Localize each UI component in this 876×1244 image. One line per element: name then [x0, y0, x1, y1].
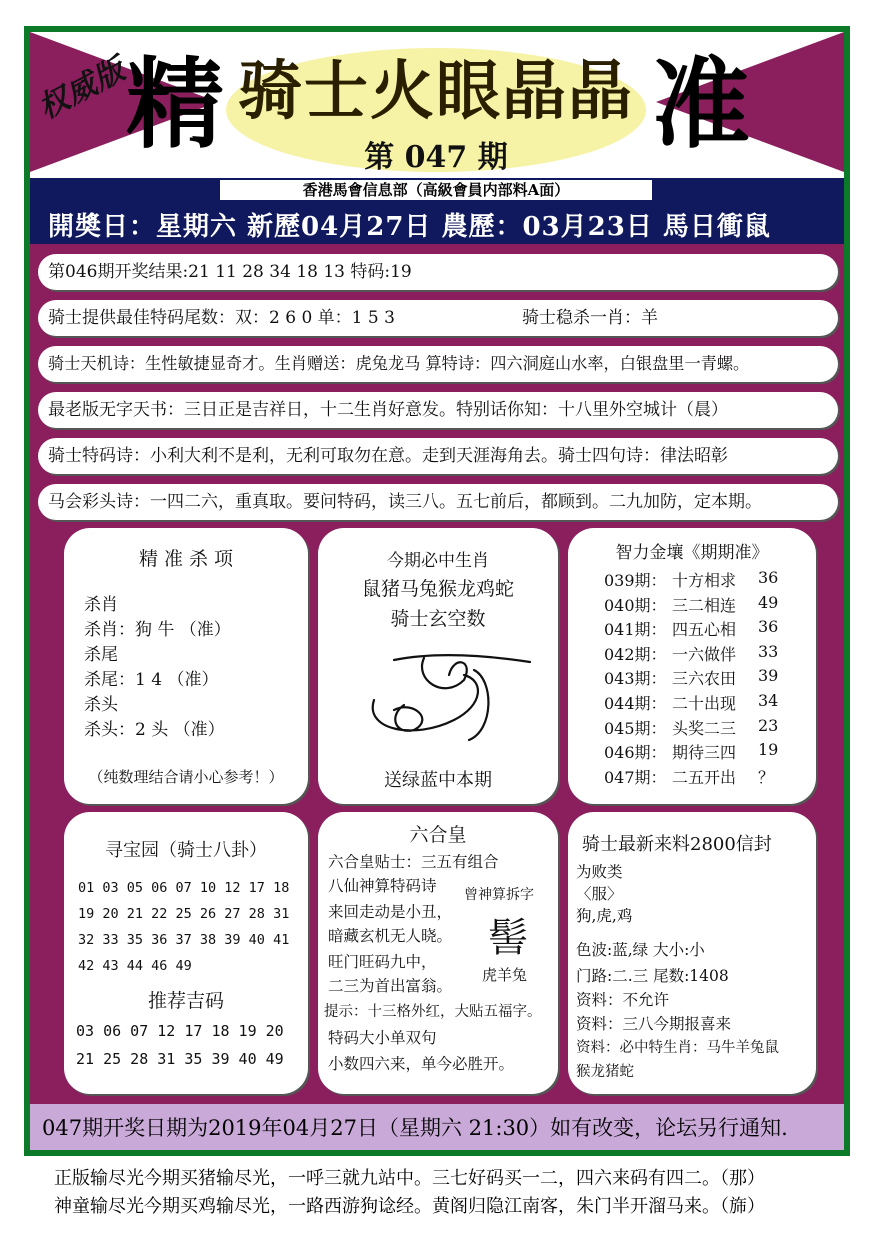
letters-line: 为败类: [576, 863, 623, 881]
history-text: 四五心相: [672, 620, 737, 640]
liuhe-line: 来回走动是小丑，: [328, 903, 453, 921]
draw-date-line: 開奬日：星期六 新歷04月27日 農歷：03月23日 馬日衝鼠: [48, 212, 771, 242]
liuhe-hint: 提示：十三格外红，大贴五福字。: [324, 1004, 542, 1020]
history-issue: 040期：: [604, 595, 667, 615]
history-title: 智力金壤《期期准》: [615, 543, 769, 563]
signature-scribble: [354, 640, 534, 760]
liuhe-line: 八仙神算特码诗: [328, 877, 437, 895]
history-issue: 044期：: [604, 694, 667, 713]
letters-title: 骑士最新来料2800信封: [582, 834, 772, 855]
letters-line: 狗,虎,鸡: [576, 907, 633, 925]
treasure-grid-row: 19 20 21 22 25 26 27 28 31: [78, 906, 290, 922]
zodiac-subtitle: 骑士玄空数: [390, 608, 486, 630]
history-text: 三二相连: [672, 595, 737, 615]
history-number: 49: [758, 592, 779, 612]
history-number: 36: [758, 617, 779, 637]
kill-line: 杀肖: [84, 595, 118, 615]
history-number: 33: [758, 641, 779, 661]
history-issue: 043期：: [604, 669, 667, 689]
kill-note: （纯数理结合请小心参考！）: [88, 768, 284, 786]
bottom-verse-2: 神童输尽光今期买鸡输尽光，一路西游狗谂经。黄阁归隐江南客，朱门半开溜马来。（旆）: [54, 1196, 765, 1217]
kill-panel-title: 精 准 杀 项: [138, 548, 234, 570]
zodiac-bottom: 送绿蓝中本期: [384, 770, 492, 791]
authority-badge: 权威版: [32, 51, 132, 127]
chaizi-title: 曾神算拆字: [464, 887, 534, 903]
zodiac-panel: [318, 528, 558, 804]
history-text: 期待三四: [672, 743, 737, 763]
treasure-grid-row: 32 33 35 36 37 38 39 40 41: [78, 932, 290, 948]
liuhe-line: 六合皇贴士：三五有组合: [328, 853, 499, 871]
draw-notice: 047期开奖日期为2019年04月27日（星期六 21:30）如有改变，论坛另行通知.: [42, 1116, 788, 1140]
tianji-row: 骑士天机诗：生性敏捷显奇才。生肖赠送：虎兔龙马 算特诗：四六洞庭山水率，白银盘里一青螺。: [38, 346, 838, 382]
chaizi-char: 髻: [488, 915, 528, 961]
kill-panel: [64, 528, 308, 804]
history-text: 十方相求: [672, 571, 737, 590]
history-number: 39: [758, 666, 779, 686]
tail-numbers: 骑士提供最佳特码尾数：双：2 6 0 单：1 5 3: [48, 308, 395, 328]
letters-line: 猴龙猪蛇: [576, 1064, 634, 1080]
caitou-row: 马会彩头诗：一四二六，重真取。要问特码，读三八。五七前后，都顾到。二九加防，定本期。: [38, 484, 838, 520]
zodiac-list: 鼠猪马兔猴龙鸡蛇: [361, 578, 514, 600]
kill-line: 杀尾: [84, 645, 118, 665]
treasure-panel: [64, 812, 308, 1094]
date-band: [30, 178, 844, 244]
history-text: 二十出现: [672, 694, 737, 713]
notice-band: [30, 1104, 844, 1150]
kill-line: 杀头：2 头 （准）: [84, 720, 225, 740]
liuhe-tail: 特码大小单双句: [328, 1029, 437, 1047]
letters-line: 资料：三八今期报喜来: [576, 1015, 732, 1033]
letters-line: 门路:二.三 尾数:1408: [576, 967, 729, 985]
history-issue: 039期：: [604, 571, 667, 590]
letters-line: 资料：必中特生肖：马牛羊兔鼠: [576, 1040, 779, 1056]
history-issue: 042期：: [604, 644, 667, 664]
chaizi-bottom: 虎羊兔: [482, 966, 528, 984]
texma-row: 骑士特码诗：小利大利不是利，无利可取勿在意。走到天涯海角去。骑士四句诗：律法昭彰: [38, 438, 838, 474]
zodiac-title: 今期必中生肖: [387, 551, 489, 571]
history-number: 23: [758, 715, 779, 735]
letters-line: 资料：不允许: [576, 991, 670, 1009]
signature-path: [373, 655, 530, 740]
liuhe-line: 二三为首出富翁。: [328, 977, 453, 995]
treasure-grid-row: 42 43 44 46 49: [78, 958, 192, 974]
liuhe-line: 旺门旺码九中，: [328, 953, 437, 971]
history-issue: 046期：: [604, 743, 667, 763]
history-issue: 047期：: [604, 767, 667, 787]
recommend-row: 03 06 07 12 17 18 19 20: [76, 1022, 284, 1040]
letters-line: 〈服〉: [576, 885, 623, 903]
liuhe-line: 暗藏玄机无人晓。: [328, 927, 453, 945]
history-number: 34: [758, 691, 779, 710]
kill-line: 杀头: [84, 695, 118, 715]
liuhe-panel: [318, 812, 558, 1094]
treasure-grid-row: 01 03 05 06 07 10 12 17 18: [78, 880, 290, 896]
history-number: ？: [758, 767, 775, 787]
poster-header: [30, 32, 844, 180]
history-number: 19: [758, 740, 779, 760]
tianshu-row: 最老版无字天书：三日正是吉祥日，十二生肖好意发。特别话你知：十八里外空城计（晨）: [38, 392, 838, 428]
letters-panel: [568, 812, 816, 1094]
kill-zodiac: 骑士稳杀一肖：羊: [522, 308, 658, 328]
kill-line: 杀肖：狗 牛 （准）: [84, 620, 231, 640]
history-text: 头奖二三: [672, 718, 737, 738]
history-text: 二五开出: [672, 767, 737, 787]
bottom-verse-1: 正版输尽光今期买猪输尽光，一呼三就九站中。三七好码买一二，四六来码有四二。（那）: [54, 1168, 765, 1189]
recommend-title: 推荐吉码: [147, 990, 224, 1012]
liuhe-tail: 小数四六来，单今必胜开。: [328, 1055, 515, 1073]
page-title: 骑士火眼晶晶: [238, 54, 634, 129]
history-panel: [568, 528, 816, 804]
poster-body: [30, 32, 844, 1150]
poster-frame: [24, 26, 850, 1156]
treasure-title: 寻宝园（骑士八卦）: [105, 840, 267, 861]
letters-line: 色波:蓝,绿 大小:小: [576, 941, 705, 959]
history-issue: 045期：: [604, 718, 667, 738]
recommend-row: 21 25 28 31 35 39 40 49: [76, 1050, 284, 1068]
kill-line: 杀尾：1 4 （准）: [84, 670, 219, 690]
tail-row: [38, 300, 838, 336]
history-text: 三六农田: [672, 669, 737, 689]
history-number: 36: [758, 568, 779, 587]
issue-number: 第 047 期: [364, 140, 508, 175]
liuhe-title: 六合皇: [409, 824, 467, 846]
result-row: 第046期开奖结果:21 11 28 34 18 13 特码:19: [38, 254, 838, 290]
sub-header: 香港馬會信息部（高級會員内部料A面）: [220, 180, 652, 200]
left-big-char: 精: [126, 47, 225, 162]
right-big-char: 准: [652, 47, 751, 162]
history-text: 一六做伴: [672, 644, 737, 664]
history-issue: 041期：: [604, 620, 667, 640]
